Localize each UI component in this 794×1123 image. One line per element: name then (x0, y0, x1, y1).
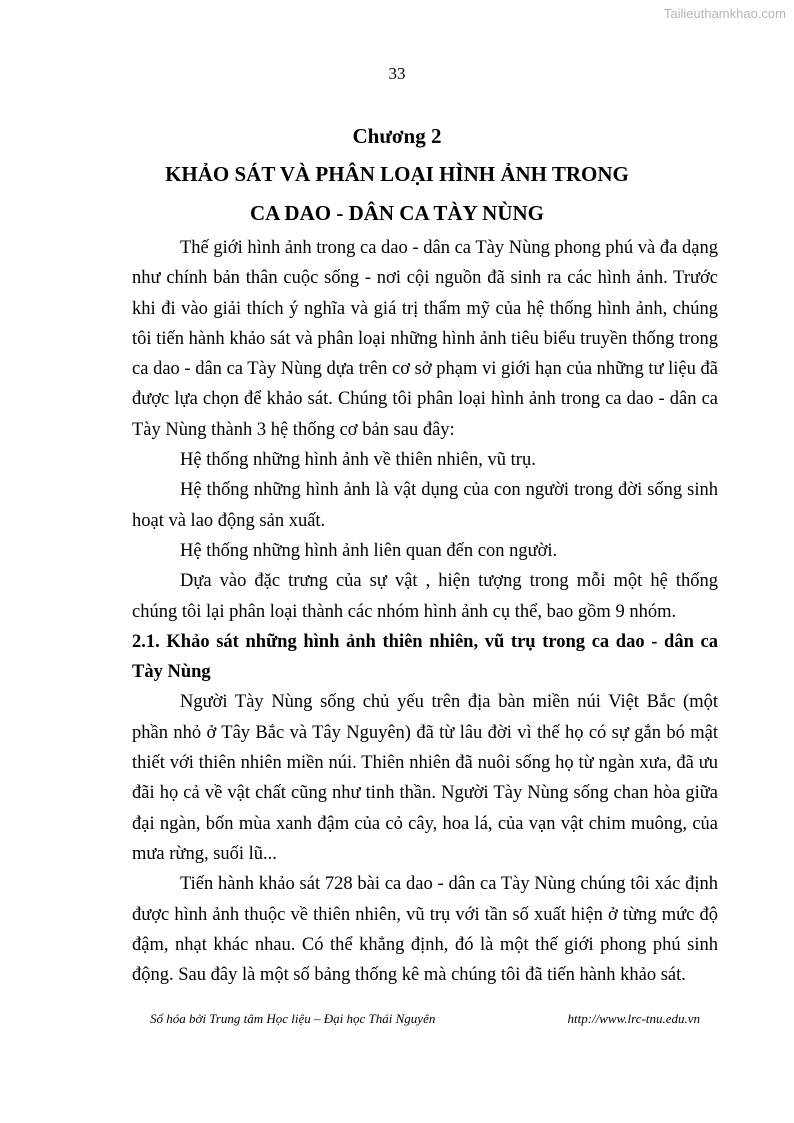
chapter-title-line-2: CA DAO - DÂN CA TÀY NÙNG (249, 201, 544, 225)
footer-source: Số hóa bởi Trung tâm Học liệu – Đại học Thái Nguyên (150, 1011, 436, 1026)
section-paragraph: Người Tày Nùng sống chủ yếu trên địa bàn miền núi Việt Bắc (một phần nhỏ ở Tây Bắc và Tây Nguyên) đã từ lâu đời vì thế họ có sự gắn bó mật thiết với thiên nhiên miền núi. Thiên nhiên đã nuôi sống họ từ ngàn xưa, đã ưu đãi họ cả về vật chất cũng như tinh thần. Người Tày Nùng sống chan hòa giữa đại ngàn, bốn mùa xanh đậm của cỏ cây, hoa lá, của vạn vật chim muông, của mưa rừng, suối lũ... (132, 692, 718, 864)
page-number: 33 (388, 64, 406, 83)
footer-url[interactable]: http://www.lrc-tnu.edu.vn (567, 1011, 700, 1026)
system-item-objects: Hệ thống những hình ảnh là vật dụng của con người trong đời sống sinh hoạt và lao động sản xuất. (132, 480, 718, 531)
chapter-label: Chương 2 (352, 124, 442, 148)
section-paragraph: Tiến hành khảo sát 728 bài ca dao - dân ca Tày Nùng chúng tôi xác định được hình ảnh thuộc về thiên nhiên, vũ trụ với tần số xuất hiện ở từng mức độ đậm, nhạt khác nhau. Có thể khẳng định, đó là một thế giới phong phú sinh động. Sau đây là một số bảng thống kê mà chúng tôi đã tiến hành khảo sát. (132, 874, 718, 986)
watermark: Tailieuthamkhao.com (663, 6, 786, 21)
chapter-title-line-1: KHẢO SÁT VÀ PHÂN LOẠI HÌNH ẢNH TRONG (165, 162, 629, 186)
grouping-paragraph: Dựa vào đặc trưng của sự vật , hiện tượng trong mỗi một hệ thống chúng tôi lại phân loại thành các nhóm hình ảnh cụ thể, bao gồm 9 nhóm. (132, 571, 718, 622)
body-text (132, 233, 718, 990)
section-heading: 2.1. Khảo sát những hình ảnh thiên nhiên, vũ trụ trong ca dao - dân ca Tày Nùng (132, 631, 718, 683)
system-item-nature: Hệ thống những hình ảnh về thiên nhiên, vũ trụ. (180, 450, 536, 471)
intro-paragraph: Thế giới hình ảnh trong ca dao - dân ca Tày Nùng phong phú và đa dạng như chính bản thân cuộc sống - nơi cội nguồn đã sinh ra các hình ảnh. Trước khi đi vào giải thích ý nghĩa và giá trị thẩm mỹ của hệ thống hình ảnh, chúng tôi tiến hành khảo sát và phân loại những hình ảnh tiêu biểu truyền thống trong ca dao - dân ca Tày Nùng dựa trên cơ sở phạm vi giới hạn của những tư liệu đã được lựa chọn để khảo sát. Chúng tôi phân loại hình ảnh trong ca dao - dân ca Tày Nùng thành 3 hệ thống cơ bản sau đây: (132, 238, 718, 440)
system-item-people: Hệ thống những hình ảnh liên quan đến con người. (180, 540, 558, 561)
footer (150, 1011, 700, 1027)
